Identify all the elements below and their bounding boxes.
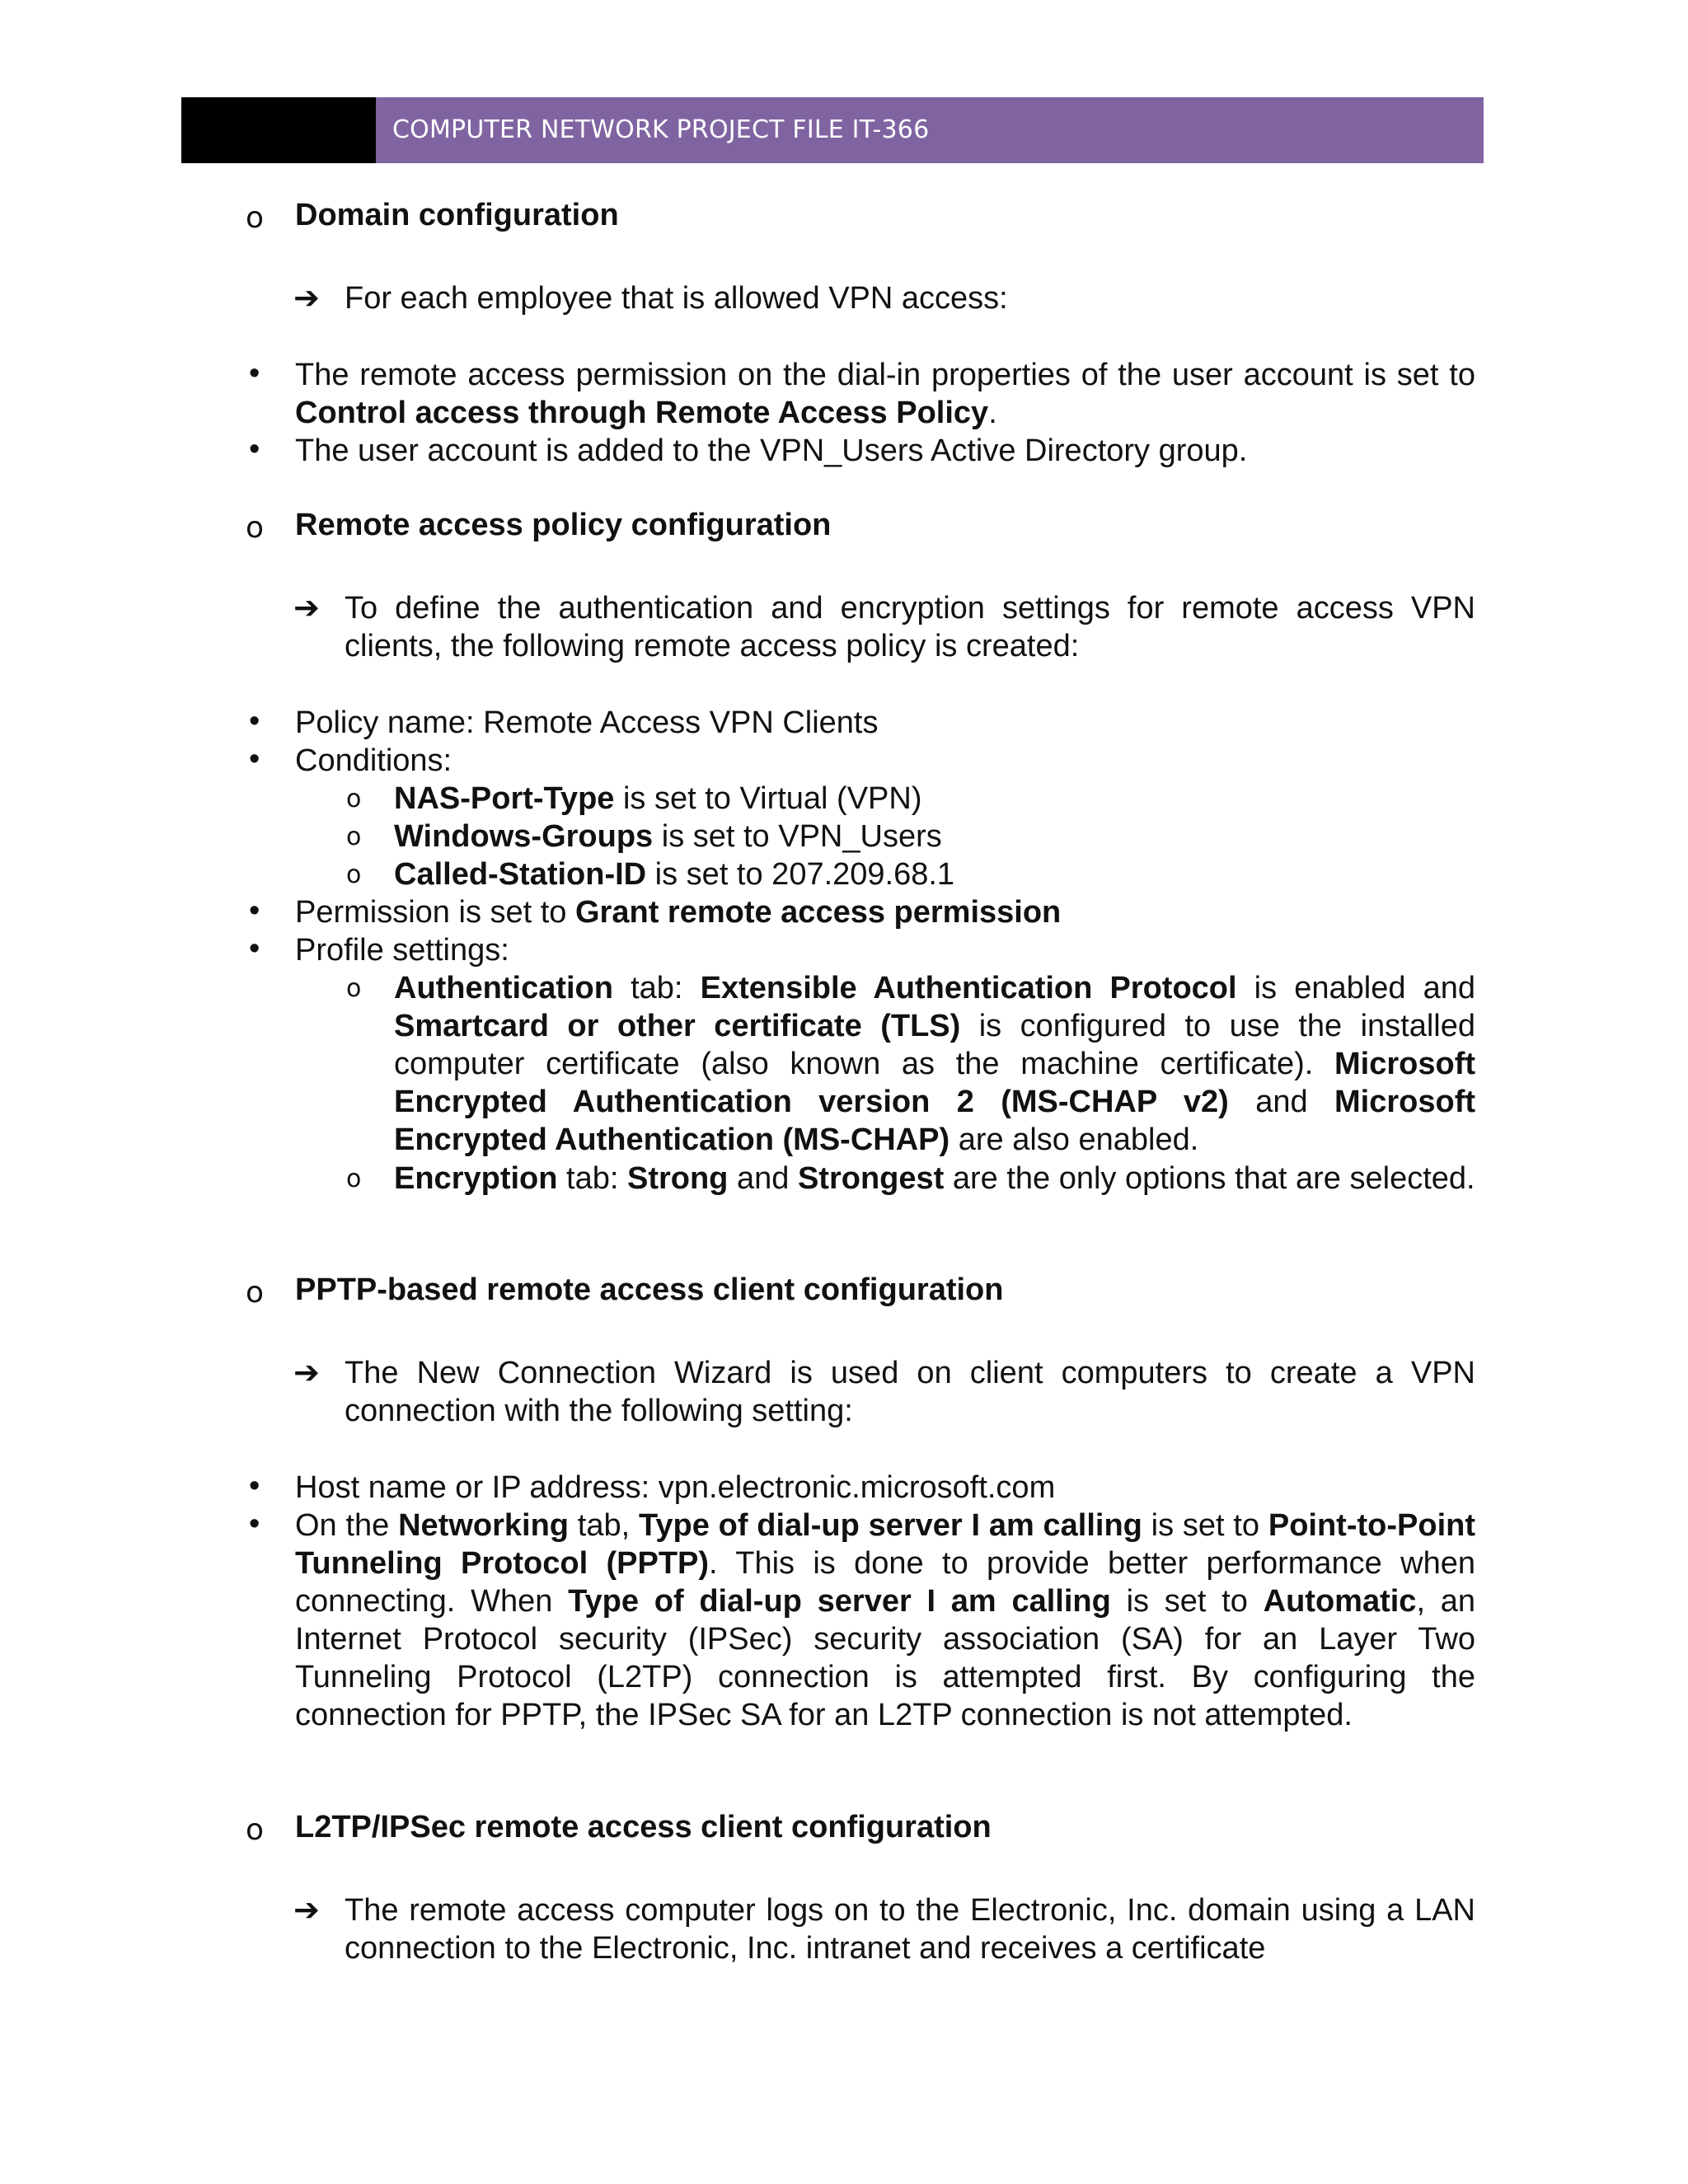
section-title-l2tp: L2TP/IPSec remote access client configuration bbox=[295, 1810, 992, 1844]
sub-marker: o bbox=[346, 974, 362, 1003]
profile-encryption: Encryption tab: Strong and Strongest are the only options that are selected. bbox=[394, 1161, 1475, 1196]
page-header bbox=[181, 97, 1484, 163]
domain-bullet-1: The remote access permission on the dial-in properties of the user account is set to Control access through Remote Access Policy. bbox=[295, 358, 1475, 430]
header-black-block bbox=[181, 97, 376, 163]
bullet-icon: • bbox=[249, 704, 260, 738]
bullet-icon: • bbox=[249, 742, 260, 776]
pptp-arrow-text: The New Connection Wizard is used on client computers to create a VPN connection with the following setting: bbox=[345, 1356, 1475, 1428]
bullet-icon: • bbox=[249, 893, 260, 928]
pptp-bullet-host: Host name or IP address: vpn.electronic.microsoft.com bbox=[295, 1470, 1056, 1505]
sub-marker: o bbox=[346, 860, 362, 889]
arrow-icon: ➔ bbox=[293, 1891, 320, 1928]
sub-marker: o bbox=[346, 785, 362, 813]
condition-windows-groups: Windows-Groups is set to VPN_Users bbox=[394, 819, 942, 854]
header-title: COMPUTER NETWORK PROJECT FILE IT-366 bbox=[376, 97, 1484, 163]
bullet-icon: • bbox=[249, 356, 260, 391]
profile-authentication: Authentication tab: Extensible Authentication Protocol is enabled and Smartcard or other certificate (TLS) is configured to use the installed computer certificate (also known as the machine certificate). Microsoft Encrypted Authentication version 2 (MS-CHAP v2) and Microsoft Encrypted Authentication (MS-CHAP) are also enabled. bbox=[394, 971, 1475, 1157]
policy-bullet-permission: Permission is set to Grant remote access permission bbox=[295, 895, 1062, 930]
condition-nas-port-type: NAS-Port-Type is set to Virtual (VPN) bbox=[394, 781, 922, 816]
bullet-icon: • bbox=[249, 931, 260, 966]
section-title-pptp: PPTP-based remote access client configuration bbox=[295, 1272, 1004, 1307]
section-title-domain: Domain configuration bbox=[295, 198, 619, 232]
policy-bullet-profile: Profile settings: bbox=[295, 933, 509, 968]
section-title-policy: Remote access policy configuration bbox=[295, 508, 832, 542]
policy-arrow-text: To define the authentication and encryption settings for remote access VPN clients, the following remote access policy is created: bbox=[345, 591, 1475, 663]
arrow-icon: ➔ bbox=[293, 279, 320, 316]
section-marker: o bbox=[246, 1276, 265, 1310]
policy-bullet-conditions: Conditions: bbox=[295, 743, 452, 778]
domain-bullet-2: The user account is added to the VPN_Users Active Directory group. bbox=[295, 434, 1248, 468]
policy-bullet-name: Policy name: Remote Access VPN Clients bbox=[295, 705, 879, 740]
section-marker: o bbox=[246, 201, 265, 235]
pptp-bullet-networking: On the Networking tab, Type of dial-up server I am calling is set to Point-to-Point Tunneling Protocol (PPTP). This is done to provide better performance when connecting. When Type of dial-up server I am calling is set to Automatic, an Internet Protocol security (IPSec) security association (SA) for an Layer Two Tunneling Protocol (L2TP) connection is attempted first. By configuring the connection for PPTP, the IPSec SA for an L2TP connection is not attempted. bbox=[295, 1508, 1476, 1732]
l2tp-arrow-text: The remote access computer logs on to the Electronic, Inc. domain using a LAN connection to the Electronic, Inc. intranet and receives a certificate bbox=[345, 1893, 1475, 1966]
section-marker: o bbox=[246, 1813, 265, 1847]
arrow-icon: ➔ bbox=[293, 589, 320, 626]
arrow-icon: ➔ bbox=[293, 1354, 320, 1390]
domain-arrow-text: For each employee that is allowed VPN access: bbox=[345, 281, 1008, 316]
sub-marker: o bbox=[346, 1165, 362, 1193]
condition-called-station-id: Called-Station-ID is set to 207.209.68.1 bbox=[394, 857, 955, 892]
sub-marker: o bbox=[346, 823, 362, 851]
bullet-icon: • bbox=[249, 1507, 260, 1541]
bullet-icon: • bbox=[249, 432, 260, 466]
section-marker: o bbox=[246, 511, 265, 545]
bullet-icon: • bbox=[249, 1469, 260, 1503]
